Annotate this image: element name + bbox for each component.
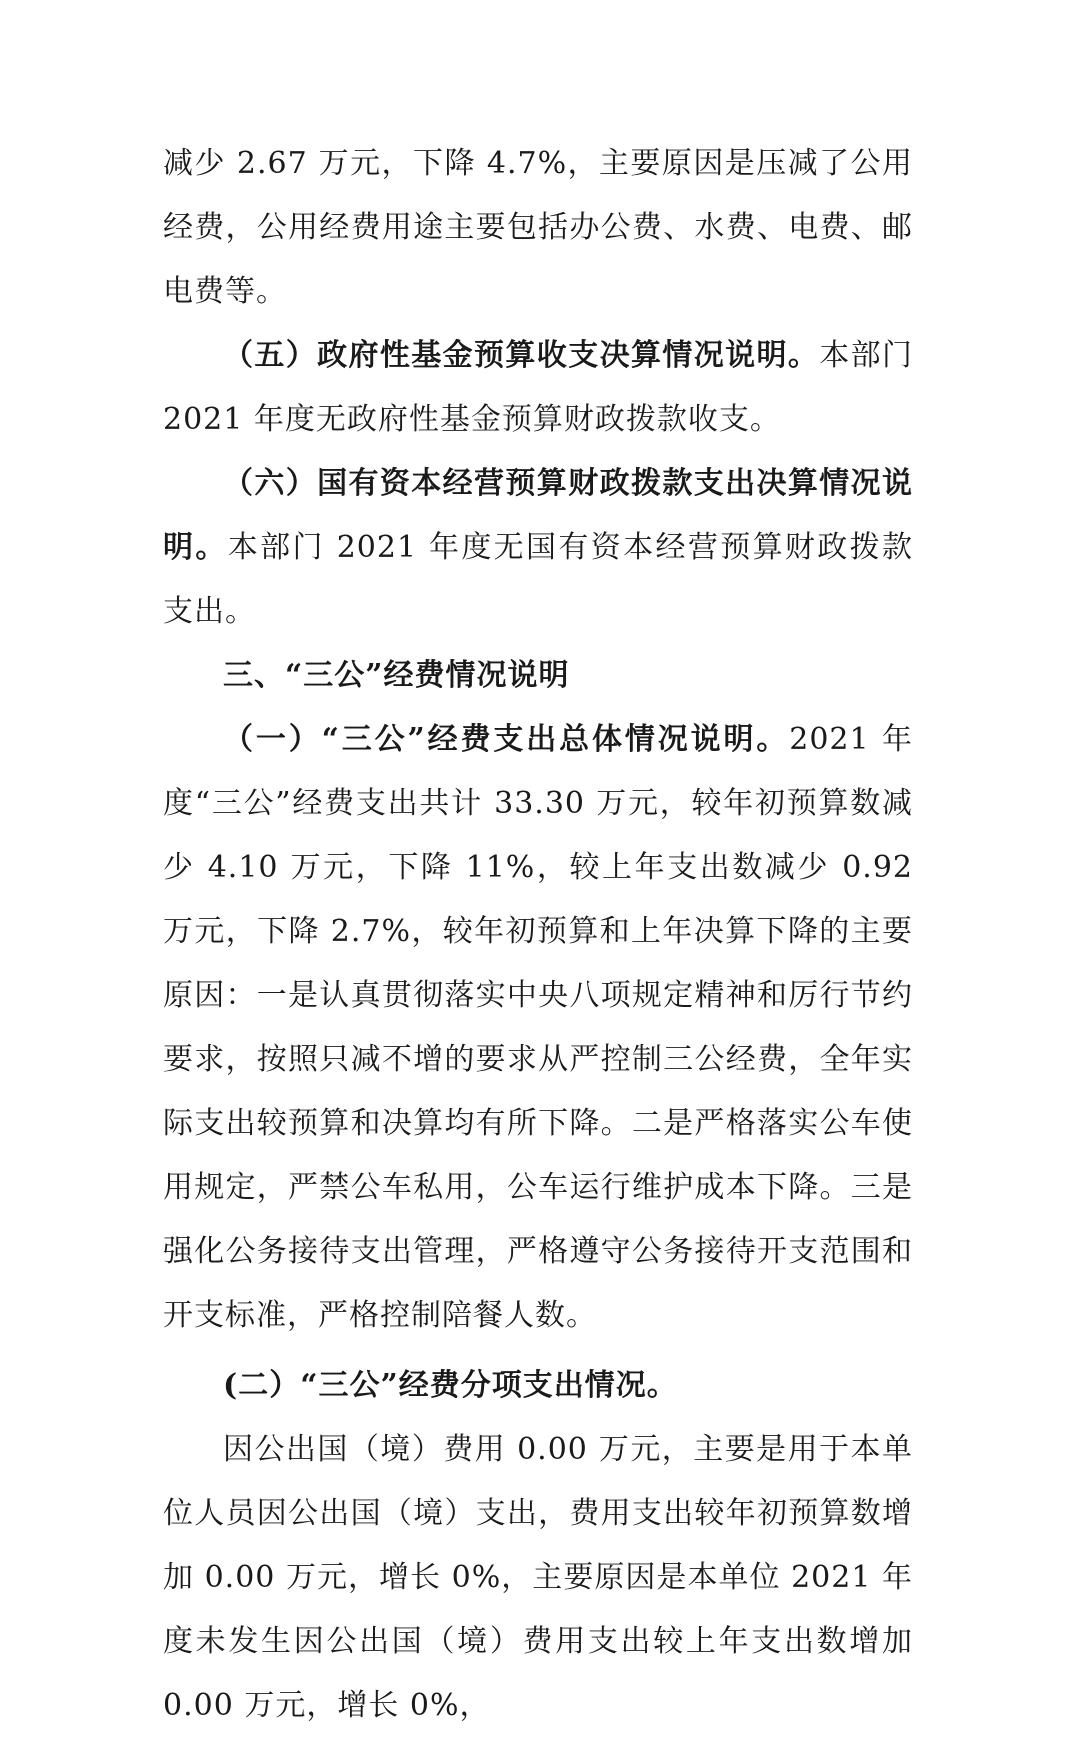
subsection-text-1: 2021 年度“三公”经费支出共计 33.30 万元，较年初预算数减少 4.10 万元，下降 11%，较上年支出数减少 0.92 万元，下降 2.7%，较年初预算和上年决算下降的主要原因：一是认真贯彻落实中央八项规定精神和厉行节约要求，按照只减不增的要求从严控制三公经费，全年实际支出较预算和决算均有所下降。二是严格落实公车使用规定，严禁公车私用，公车运行维护成本下降。三是强化公务接待支出管理，严格遵守公务接待开支范围和开支标准，严格控制陪餐人数。: [163, 722, 913, 1333]
section-lead-6: （六）国有资本经营预算财政拨款支出决算情况说明。: [163, 466, 913, 565]
section-heading-three-public: 三、“三公”经费情况说明: [223, 658, 570, 693]
paragraph-overseas-travel: 因公出国（境）费用 0.00 万元，主要是用于本单位人员因公出国（境）支出，费用支出较年初预算数增加 0.00 万元，增长 0%，主要原因是本单位 2021 年度未发生因公出国（境）费用支出较上年支出数增加 0.00 万元，增长 0%，: [163, 1432, 913, 1723]
section-text-5: 本部门 2021 年度无政府性基金预算财政拨款收支。: [163, 338, 914, 437]
subsection-heading-2: (二）“三公”经费分项支出情况。: [223, 1368, 678, 1403]
paragraph-state-capital: [163, 452, 913, 644]
section-text-6: 本部门 2021 年度无国有资本经营预算财政拨款支出。: [163, 530, 914, 629]
subsection-lead-1: （一）“三公”经费支出总体情况说明。: [223, 722, 790, 757]
paragraph-three-public-overall: [163, 708, 913, 1348]
paragraph-continuation: 减少 2.67 万元，下降 4.7%，主要原因是压减了公用经费，公用经费用途主要包括办公费、水费、电费、邮电费等。: [163, 146, 913, 309]
document-body: [163, 132, 913, 1738]
section-lead-5: （五）政府性基金预算收支决算情况说明。: [223, 338, 820, 373]
paragraph-government-fund: [163, 324, 913, 452]
